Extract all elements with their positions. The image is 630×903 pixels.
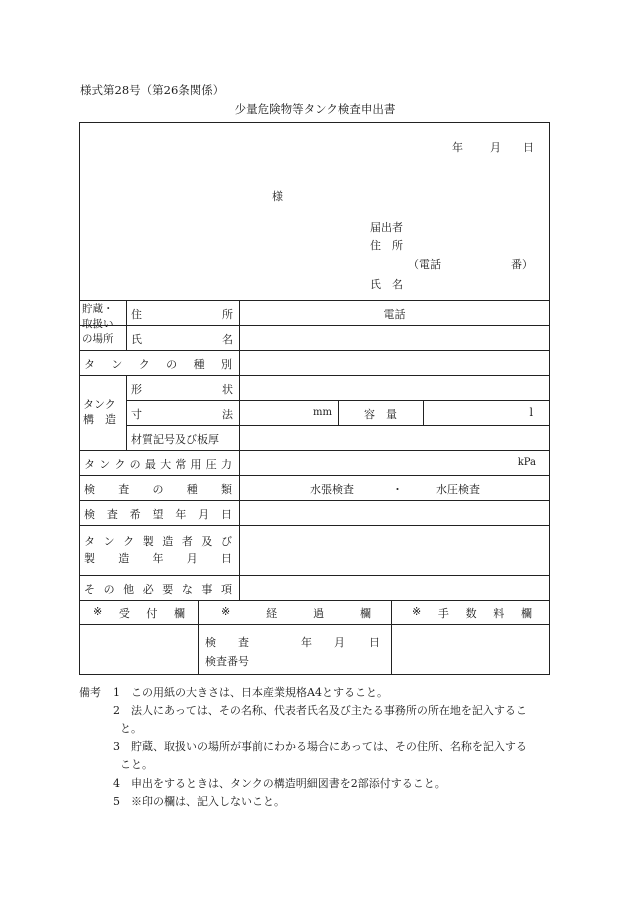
dimension-label: 寸 法	[131, 408, 233, 421]
inspection-day-label: 日	[369, 636, 380, 649]
tank-type-label: タ ン ク の 種 別	[84, 358, 232, 371]
note-2-number: 2	[113, 704, 120, 717]
rule-tank-type-bottom	[79, 375, 550, 376]
rule-location-mid	[79, 325, 550, 326]
dimension-unit: mm	[313, 407, 332, 418]
inspection-option-separator: ・	[392, 483, 403, 496]
note-1-number: 1	[113, 686, 120, 699]
rule-office-col1	[198, 600, 199, 675]
note-2-text: 法人にあっては、その名称、代表者氏名及び主たる事務所の所在地を記入するこ	[131, 704, 527, 717]
note-1-text: この用紙の大きさは、日本産業規格A4とすること。	[131, 686, 388, 699]
applicant-label: 届出者	[370, 221, 403, 234]
inspection-option-water-fill: 水張検査	[310, 483, 354, 496]
max-pressure-label: タ ン ク の 最 大 常 用 圧 力	[84, 458, 232, 471]
document-title: 少量危険物等タンク検査申出書	[234, 102, 396, 116]
applicant-phone-close: 番）	[511, 258, 533, 271]
addressee-suffix: 様	[272, 190, 283, 203]
applicant-phone-open: （電話	[408, 258, 441, 271]
rule-location-divider	[126, 300, 127, 350]
note-5-number: 5	[113, 795, 120, 808]
applicant-name-label: 氏 名	[370, 278, 403, 291]
inspection-month-label: 月	[334, 636, 345, 649]
reception-column-header: ※ 受 付 欄	[93, 605, 185, 620]
form-number: 様式第28号（第26条関係）	[80, 83, 225, 97]
inspection-number-label: 検査番号	[205, 655, 249, 668]
rule-pressure-bottom	[79, 475, 550, 476]
material-label: 材質記号及び板厚	[131, 433, 219, 446]
inspection-option-water-pressure: 水圧検査	[436, 483, 480, 496]
rule-other-bottom	[79, 600, 550, 601]
tank-structure-label: タンク 構 造	[83, 398, 116, 426]
inspection-year-label: 年	[301, 636, 312, 649]
storage-location-label: 貯蔵・ 取扱い の場所	[82, 303, 114, 345]
rule-dimension-bottom	[126, 425, 550, 426]
rule-structure-bottom	[79, 450, 550, 451]
inspection-date-label: 検 査	[205, 636, 249, 649]
shape-label: 形 状	[131, 383, 233, 396]
applicant-address-label: 住 所	[370, 239, 403, 252]
rule-desired-date-bottom	[79, 525, 550, 526]
rule-location-bottom	[79, 350, 550, 351]
fee-column-header: ※ 手 数 料 欄	[412, 605, 532, 620]
capacity-label: 容 量	[364, 408, 397, 421]
note-3-continuation: こと。	[120, 758, 153, 771]
pressure-unit: kPa	[517, 457, 536, 468]
manufacturer-label: タ ン ク 製 造 者 及 び	[84, 535, 232, 548]
note-4-text: 申出をするときは、タンクの構造明細図書を2部添付すること。	[131, 777, 446, 790]
progress-column-header: ※ 経 過 欄	[221, 605, 371, 620]
location-address-label: 住 所	[131, 308, 233, 321]
desired-date-label: 検 査 希 望 年 月 日	[84, 508, 232, 521]
note-3-number: 3	[113, 740, 120, 753]
rule-office-header-bottom	[79, 624, 550, 625]
rule-header-bottom	[79, 300, 550, 301]
note-2-continuation: と。	[120, 722, 142, 735]
rule-label-column	[239, 300, 240, 600]
note-4-number: 4	[113, 777, 120, 790]
manufacture-date-label: 製 造 年 月 日	[84, 552, 232, 565]
date-day-label: 日	[523, 141, 534, 154]
rule-office-col2	[391, 600, 392, 675]
date-year-label: 年	[452, 141, 463, 154]
location-phone-label: 電話	[383, 308, 406, 321]
capacity-unit: l	[529, 406, 533, 419]
note-3-text: 貯蔵、取扱いの場所が事前にわかる場合にあっては、その住所、名称を記入する	[131, 740, 527, 753]
rule-inspection-bottom	[79, 500, 550, 501]
other-matters-label: そ の 他 必 要 な 事 項	[84, 583, 232, 596]
rule-manufacturer-bottom	[79, 575, 550, 576]
notes-heading: 備考	[79, 686, 101, 699]
note-5-text: ※印の欄は、記入しないこと。	[131, 795, 285, 808]
date-month-label: 月	[490, 141, 501, 154]
location-name-label: 氏 名	[131, 333, 233, 346]
inspection-type-label: 検 査 の 種 類	[84, 483, 232, 496]
rule-structure-divider	[126, 375, 127, 450]
